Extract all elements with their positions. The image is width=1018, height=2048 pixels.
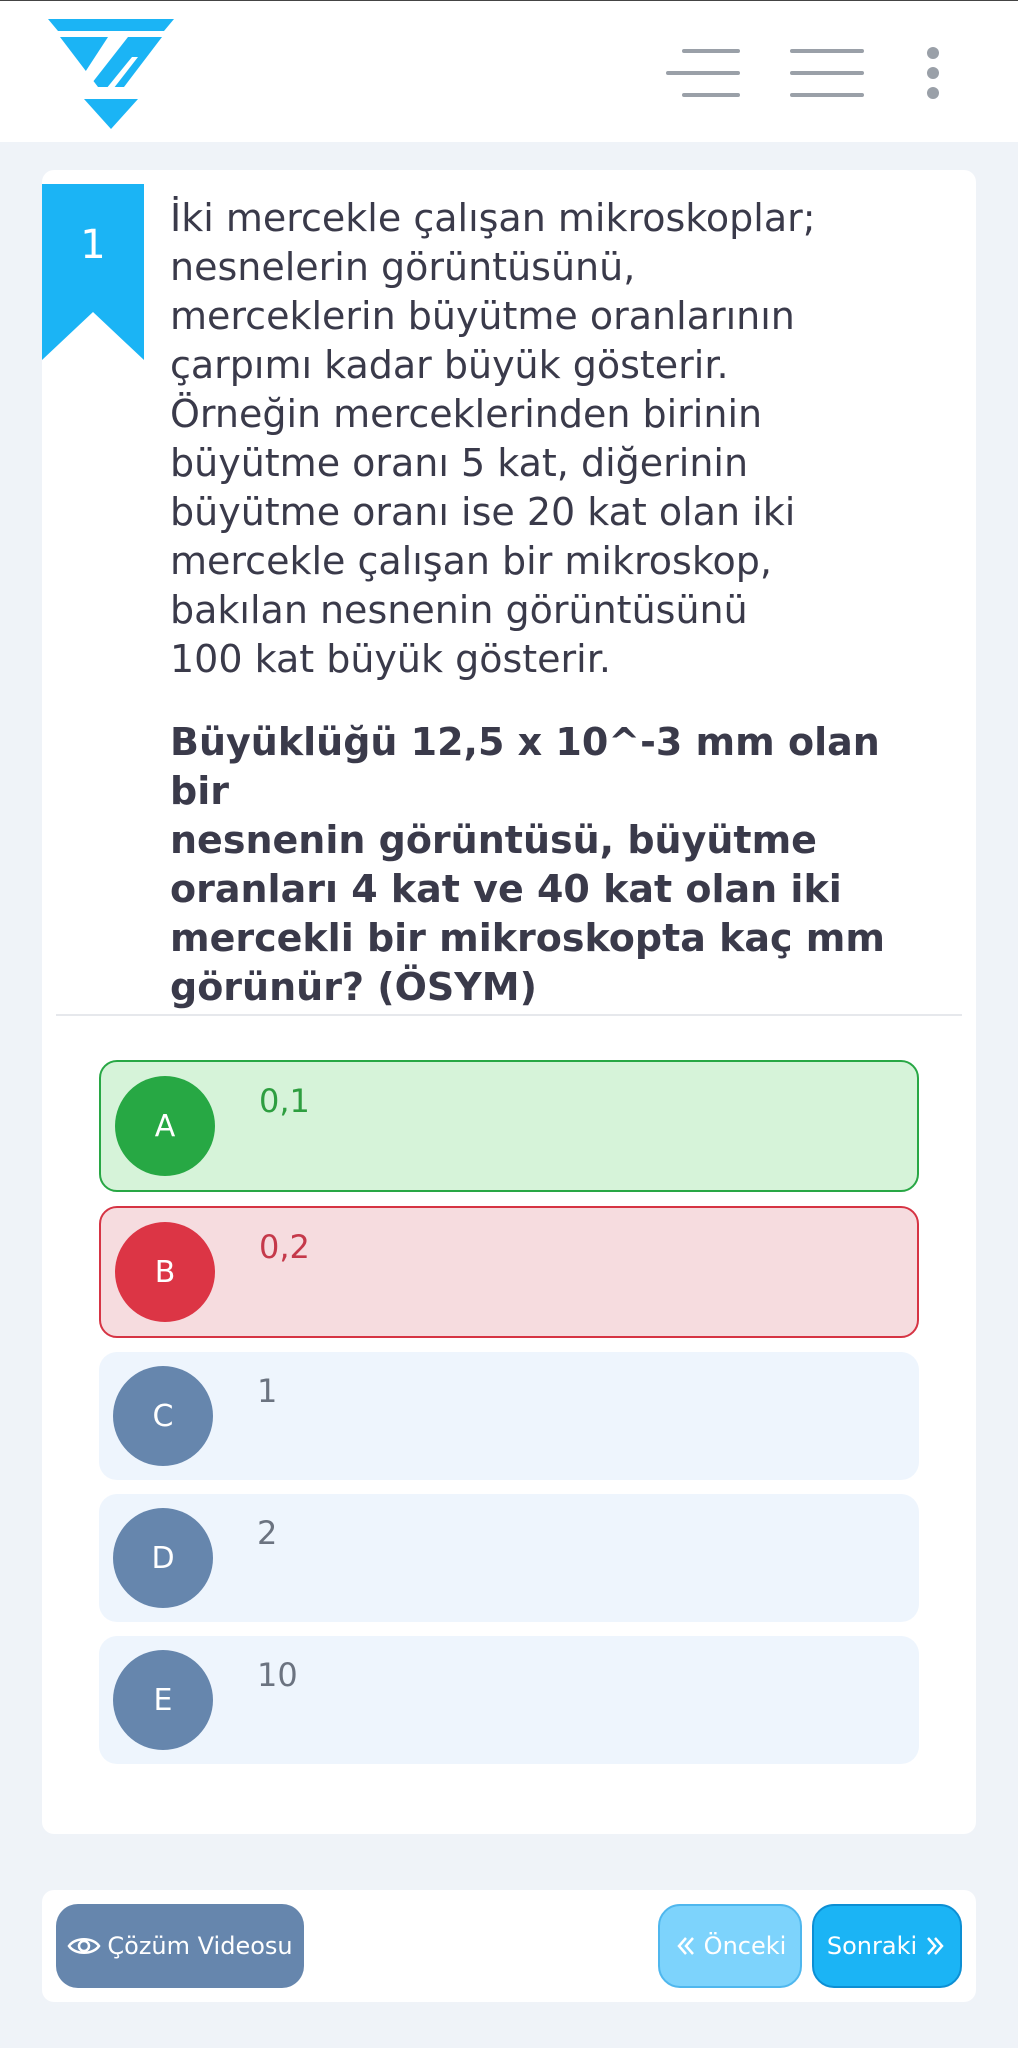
solution-video-label: Çözüm Videosu [107, 1932, 293, 1960]
question-card [42, 170, 976, 1834]
question-line: büyütme oranı ise 20 kat olan iki [170, 490, 796, 534]
option-letter: A [115, 1076, 215, 1176]
option-letter: E [113, 1650, 213, 1750]
chevrons-right-icon [923, 1934, 947, 1958]
chevrons-left-icon [674, 1934, 698, 1958]
question-line: bakılan nesnenin görüntüsünü [170, 588, 748, 632]
question-prompt-line: mercekli bir mikroskopta kaç mm [170, 916, 885, 960]
question-line: 100 kat büyük gösterir. [170, 637, 611, 681]
question-number-ribbon [42, 184, 144, 360]
option-value: 1 [257, 1372, 278, 1410]
option-letter: C [113, 1366, 213, 1466]
solution-video-button[interactable] [56, 1904, 304, 1988]
question-line: nesnelerin görüntüsünü, [170, 245, 636, 289]
option-value: 0,2 [259, 1228, 310, 1266]
option-a[interactable] [99, 1060, 919, 1192]
option-letter: D [113, 1508, 213, 1608]
divider [56, 1014, 962, 1016]
previous-button[interactable] [658, 1904, 802, 1988]
option-b[interactable] [99, 1206, 919, 1338]
next-button[interactable] [812, 1904, 962, 1988]
app-logo[interactable] [48, 19, 174, 129]
previous-label: Önceki [703, 1932, 787, 1960]
question-line: merceklerin büyütme oranlarının [170, 294, 795, 338]
option-letter: B [115, 1222, 215, 1322]
question-prompt-line: nesnenin görüntüsü, büyütme [170, 818, 817, 862]
next-label: Sonraki [826, 1932, 918, 1960]
question-prompt [170, 718, 950, 1012]
question-paragraph [170, 194, 950, 684]
option-e[interactable] [99, 1636, 919, 1764]
eye-icon [67, 1935, 101, 1957]
question-number: 1 [80, 222, 106, 268]
question-line: mercekle çalışan bir mikroskop, [170, 539, 772, 583]
question-line: büyütme oranı 5 kat, diğerinin [170, 441, 749, 485]
option-c[interactable] [99, 1352, 919, 1480]
question-prompt-line: görünür? (ÖSYM) [170, 965, 537, 1009]
list-icon[interactable] [666, 47, 740, 99]
question-line: İki mercekle çalışan mikroskoplar; [170, 196, 816, 240]
menu-icon[interactable] [790, 47, 864, 99]
question-line: çarpımı kadar büyük gösterir. [170, 343, 729, 387]
option-d[interactable] [99, 1494, 919, 1622]
option-value: 0,1 [259, 1082, 310, 1120]
top-bar [0, 0, 1018, 142]
option-value: 10 [257, 1656, 298, 1694]
more-vertical-icon[interactable] [918, 43, 948, 103]
bottom-bar [42, 1890, 976, 2002]
question-line: Örneğin merceklerinden birinin [170, 392, 763, 436]
question-prompt-line: oranları 4 kat ve 40 kat olan iki [170, 867, 842, 911]
option-value: 2 [257, 1514, 278, 1552]
question-prompt-line: Büyüklüğü 12,5 x 10^-3 mm olan bir [170, 720, 880, 813]
